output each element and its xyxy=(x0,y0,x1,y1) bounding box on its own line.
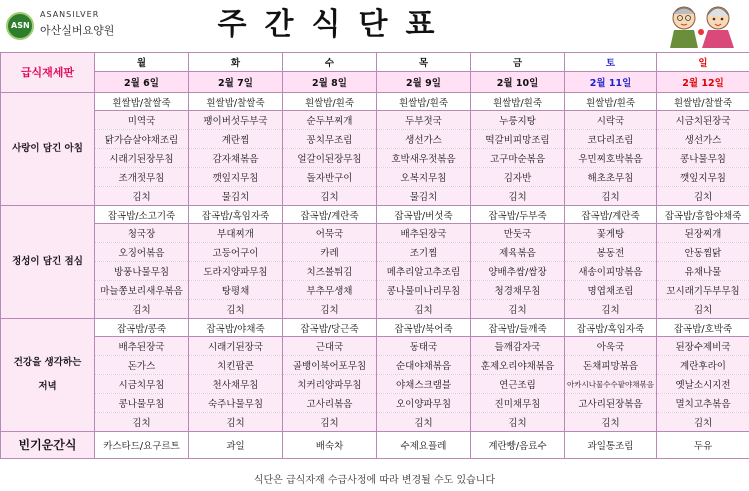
lunch-menu-item: 꼬시래기두부무침 xyxy=(657,281,749,300)
dinner-menu-item: 김치 xyxy=(283,413,377,432)
logo-mark-icon: ASN xyxy=(6,12,34,40)
dinner-menu-item: 김치 xyxy=(95,413,189,432)
breakfast-menu-item: 김치 xyxy=(95,187,189,206)
lunch-menu-item: 김치 xyxy=(189,300,283,319)
lunch-rice-cell: 잡곡밥/소고기죽 xyxy=(95,206,189,224)
date-label: 2월 7일 xyxy=(189,72,283,93)
dinner-menu-item: 진미채무침 xyxy=(471,394,565,413)
date-label-sunday: 2월 12일 xyxy=(657,72,749,93)
dinner-menu-item: 아욱국 xyxy=(565,337,657,356)
breakfast-menu-item: 순두부찌개 xyxy=(283,111,377,130)
breakfast-menu-item: 시금치된장국 xyxy=(657,111,749,130)
dinner-rice-row xyxy=(1,319,749,337)
breakfast-rice-cell: 흰쌀밥/흰죽 xyxy=(283,93,377,111)
breakfast-rice-cell: 흰쌀밥/흰죽 xyxy=(377,93,471,111)
snack-item: 과일통조림 xyxy=(565,432,657,459)
lunch-menu-item: 배추된장국 xyxy=(377,224,471,243)
breakfast-menu-item: 미역국 xyxy=(95,111,189,130)
lunch-item-row xyxy=(1,243,749,262)
dinner-menu-item: 돈채피망볶음 xyxy=(565,356,657,375)
date-label: 2월 8일 xyxy=(283,72,377,93)
breakfast-rice-cell: 흰쌀밥/찰쌀죽 xyxy=(189,93,283,111)
lunch-menu-item: 부대찌개 xyxy=(189,224,283,243)
lunch-item-row xyxy=(1,262,749,281)
lunch-item-row xyxy=(1,300,749,319)
dinner-menu-item: 돈가스 xyxy=(95,356,189,375)
breakfast-menu-item: 생선가스 xyxy=(377,130,471,149)
breakfast-menu-item: 김자반 xyxy=(471,168,565,187)
dinner-menu-item: 골뱅이북어포무침 xyxy=(283,356,377,375)
lunch-menu-item: 청국장 xyxy=(95,224,189,243)
breakfast-rice-row xyxy=(1,93,749,111)
dinner-rice-cell: 잡곡밥/호박죽 xyxy=(657,319,749,337)
lunch-menu-item: 유채나물 xyxy=(657,262,749,281)
lunch-menu-item: 꽃게탕 xyxy=(565,224,657,243)
breakfast-menu-item: 시락국 xyxy=(565,111,657,130)
dinner-menu-item: 고사리된장볶음 xyxy=(565,394,657,413)
lunch-menu-item: 새송이피망볶음 xyxy=(565,262,657,281)
dinner-menu-item: 계란후라이 xyxy=(657,356,749,375)
snack-label: 빈기운간식 xyxy=(1,432,95,459)
lunch-menu-item: 만둣국 xyxy=(471,224,565,243)
breakfast-menu-item: 돌자반구이 xyxy=(283,168,377,187)
lunch-menu-item: 청경채무침 xyxy=(471,281,565,300)
snack-row xyxy=(1,432,749,459)
dinner-menu-item: 김치 xyxy=(377,413,471,432)
lunch-rice-row xyxy=(1,206,749,224)
lunch-rice-cell: 잡곡밥/흑임자죽 xyxy=(189,206,283,224)
breakfast-menu-item: 고구마순볶음 xyxy=(471,149,565,168)
lunch-menu-item: 김치 xyxy=(95,300,189,319)
breakfast-menu-item: 김치 xyxy=(471,187,565,206)
corner-label: 급식재세판 xyxy=(1,53,95,93)
lunch-menu-item: 김치 xyxy=(377,300,471,319)
day-label: 화 xyxy=(189,53,283,72)
weekly-menu-table xyxy=(0,52,749,459)
breakfast-item-row xyxy=(1,187,749,206)
breakfast-menu-item: 감자채볶음 xyxy=(189,149,283,168)
dinner-menu-item: 동태국 xyxy=(377,337,471,356)
dinner-menu-item: 오이양파무침 xyxy=(377,394,471,413)
lunch-menu-item: 김치 xyxy=(283,300,377,319)
snack-item: 카스타드/요구르트 xyxy=(95,432,189,459)
dinner-menu-item: 김치 xyxy=(565,413,657,432)
dinner-menu-item: 시금치무침 xyxy=(95,375,189,394)
dinner-rice-cell: 잡곡밥/들깨죽 xyxy=(471,319,565,337)
breakfast-menu-item: 생선가스 xyxy=(657,130,749,149)
dinner-rice-cell: 잡곡밥/당근죽 xyxy=(283,319,377,337)
lunch-menu-item: 메추리알고추조림 xyxy=(377,262,471,281)
breakfast-rice-cell: 흰쌀밥/찰쌀죽 xyxy=(95,93,189,111)
breakfast-menu-item: 콩나물무침 xyxy=(657,149,749,168)
dinner-rice-cell: 잡곡밥/흑임자죽 xyxy=(565,319,657,337)
lunch-menu-item: 마늘쫑보리새우볶음 xyxy=(95,281,189,300)
breakfast-menu-item: 물김치 xyxy=(377,187,471,206)
lunch-menu-item: 탕평채 xyxy=(189,281,283,300)
dinner-menu-item: 된장수제비국 xyxy=(657,337,749,356)
date-label-saturday: 2월 11일 xyxy=(565,72,657,93)
lunch-menu-item: 제육볶음 xyxy=(471,243,565,262)
dinner-rice-cell: 잡곡밥/북어죽 xyxy=(377,319,471,337)
dinner-rice-cell: 잡곡밥/콩죽 xyxy=(95,319,189,337)
dinner-item-row xyxy=(1,413,749,432)
lunch-menu-item: 치즈볼튀김 xyxy=(283,262,377,281)
dinner-menu-item: 고사리볶음 xyxy=(283,394,377,413)
dinner-menu-item: 들깨감자국 xyxy=(471,337,565,356)
lunch-menu-item: 고등어구이 xyxy=(189,243,283,262)
dinner-menu-item: 시래기된장국 xyxy=(189,337,283,356)
day-label-saturday: 토 xyxy=(565,53,657,72)
lunch-menu-item: 김치 xyxy=(565,300,657,319)
dinner-menu-item: 멸치고추볶음 xyxy=(657,394,749,413)
breakfast-menu-item: 얼갈이된장무침 xyxy=(283,149,377,168)
breakfast-item-row xyxy=(1,111,749,130)
lunch-menu-item: 도라지양파무침 xyxy=(189,262,283,281)
lunch-rice-cell: 잡곡밥/흥합야채죽 xyxy=(657,206,749,224)
logo-text-en: ASANSILVER xyxy=(40,10,100,19)
day-header-row xyxy=(1,53,749,72)
lunch-menu-item: 오징어볶음 xyxy=(95,243,189,262)
lunch-rice-cell: 잡곡밥/계란죽 xyxy=(283,206,377,224)
day-label: 월 xyxy=(95,53,189,72)
dinner-menu-item: 순대야채볶음 xyxy=(377,356,471,375)
lunch-item-row xyxy=(1,224,749,243)
dinner-menu-item: 야채스크램블 xyxy=(377,375,471,394)
lunch-menu-item: 양배추쌈/쌈장 xyxy=(471,262,565,281)
dinner-menu-item: 김치 xyxy=(657,413,749,432)
lunch-label: 정성이 담긴 점심 xyxy=(1,206,95,319)
breakfast-menu-item: 해초초무침 xyxy=(565,168,657,187)
dinner-menu-item: 훈제오리야채볶음 xyxy=(471,356,565,375)
snack-item: 수제요플레 xyxy=(377,432,471,459)
breakfast-menu-item: 오복지무침 xyxy=(377,168,471,187)
breakfast-rice-cell: 흰쌀밥/흰죽 xyxy=(565,93,657,111)
dinner-menu-item: 연근조림 xyxy=(471,375,565,394)
breakfast-menu-item: 김치 xyxy=(657,187,749,206)
dinner-label: 건강을 생각하는 저녁 xyxy=(1,319,95,432)
dinner-item-row xyxy=(1,375,749,394)
dinner-menu-item: 치킨팝콘 xyxy=(189,356,283,375)
logo-text-kr: 아산실버요양원 xyxy=(40,24,115,37)
day-label: 목 xyxy=(377,53,471,72)
breakfast-menu-item: 떡갈비피망조림 xyxy=(471,130,565,149)
day-label-sunday: 일 xyxy=(657,53,749,72)
dinner-menu-item: 치커리양파무침 xyxy=(283,375,377,394)
dinner-menu-item: 배추된장국 xyxy=(95,337,189,356)
dinner-menu-item: 콩나물무침 xyxy=(95,394,189,413)
grandparents-illustration-icon xyxy=(662,2,744,48)
date-row xyxy=(1,72,749,93)
dinner-item-row xyxy=(1,356,749,375)
date-label: 2월 10일 xyxy=(471,72,565,93)
breakfast-menu-item: 두부젓국 xyxy=(377,111,471,130)
lunch-item-row xyxy=(1,281,749,300)
dinner-menu-item: 아카시나물수수팥야채볶음 xyxy=(565,375,657,394)
breakfast-menu-item: 깻잎지무침 xyxy=(657,168,749,187)
day-label: 수 xyxy=(283,53,377,72)
logo xyxy=(4,10,124,44)
breakfast-menu-item: 우민찌호박볶음 xyxy=(565,149,657,168)
breakfast-item-row xyxy=(1,149,749,168)
snack-item: 두유 xyxy=(657,432,749,459)
lunch-rice-cell: 잡곡밥/두부죽 xyxy=(471,206,565,224)
breakfast-menu-item: 김치 xyxy=(565,187,657,206)
dinner-item-row xyxy=(1,337,749,356)
breakfast-menu-item: 시래기된장무침 xyxy=(95,149,189,168)
lunch-menu-item: 콩나물미나리무침 xyxy=(377,281,471,300)
breakfast-item-row xyxy=(1,130,749,149)
lunch-menu-item: 조기찜 xyxy=(377,243,471,262)
lunch-menu-item: 된장찌개 xyxy=(657,224,749,243)
lunch-rice-cell: 잡곡밥/버섯죽 xyxy=(377,206,471,224)
lunch-rice-cell: 잡곡밥/계란죽 xyxy=(565,206,657,224)
breakfast-menu-item: 조개젓무침 xyxy=(95,168,189,187)
breakfast-menu-item: 호박새우젓볶음 xyxy=(377,149,471,168)
lunch-menu-item: 김치 xyxy=(471,300,565,319)
day-label: 금 xyxy=(471,53,565,72)
dinner-menu-item: 근대국 xyxy=(283,337,377,356)
dinner-item-row xyxy=(1,394,749,413)
breakfast-menu-item: 팽이버섯두부국 xyxy=(189,111,283,130)
breakfast-menu-item: 김치 xyxy=(283,187,377,206)
breakfast-label: 사랑이 담긴 아침 xyxy=(1,93,95,206)
snack-item: 계란빵/음료수 xyxy=(471,432,565,459)
breakfast-menu-item: 코다리조림 xyxy=(565,130,657,149)
breakfast-item-row xyxy=(1,168,749,187)
dinner-rice-cell: 잡곡밥/야채죽 xyxy=(189,319,283,337)
dinner-menu-item: 천사채무침 xyxy=(189,375,283,394)
dinner-menu-item: 숙주나물무침 xyxy=(189,394,283,413)
lunch-menu-item: 김치 xyxy=(657,300,749,319)
dinner-menu-item: 김치 xyxy=(471,413,565,432)
snack-item: 배숙차 xyxy=(283,432,377,459)
breakfast-menu-item: 물김치 xyxy=(189,187,283,206)
breakfast-menu-item: 깻잎지무침 xyxy=(189,168,283,187)
breakfast-menu-item: 계란찜 xyxy=(189,130,283,149)
snack-item: 과일 xyxy=(189,432,283,459)
lunch-menu-item: 카레 xyxy=(283,243,377,262)
lunch-menu-item: 봉동전 xyxy=(565,243,657,262)
lunch-menu-item: 어묵국 xyxy=(283,224,377,243)
lunch-menu-item: 안동찜닭 xyxy=(657,243,749,262)
lunch-menu-item: 부추무생채 xyxy=(283,281,377,300)
dinner-menu-item: 옛날소시지전 xyxy=(657,375,749,394)
date-label: 2월 6일 xyxy=(95,72,189,93)
date-label: 2월 9일 xyxy=(377,72,471,93)
lunch-menu-item: 명엽채조림 xyxy=(565,281,657,300)
dinner-menu-item: 김치 xyxy=(189,413,283,432)
breakfast-menu-item: 누룽지탕 xyxy=(471,111,565,130)
breakfast-rice-cell: 흰쌀밥/흰죽 xyxy=(471,93,565,111)
breakfast-rice-cell: 흰쌀밥/찰쌀죽 xyxy=(657,93,749,111)
footer-note: 식단은 급식자재 수급사정에 따라 변경될 수도 있습니다 xyxy=(0,470,749,491)
page-title: 주간식단표 xyxy=(217,7,453,42)
lunch-menu-item: 방풍나물무침 xyxy=(95,262,189,281)
breakfast-menu-item: 닭가슴살야채조림 xyxy=(95,130,189,149)
breakfast-menu-item: 꽁치무조림 xyxy=(283,130,377,149)
header xyxy=(0,0,749,50)
